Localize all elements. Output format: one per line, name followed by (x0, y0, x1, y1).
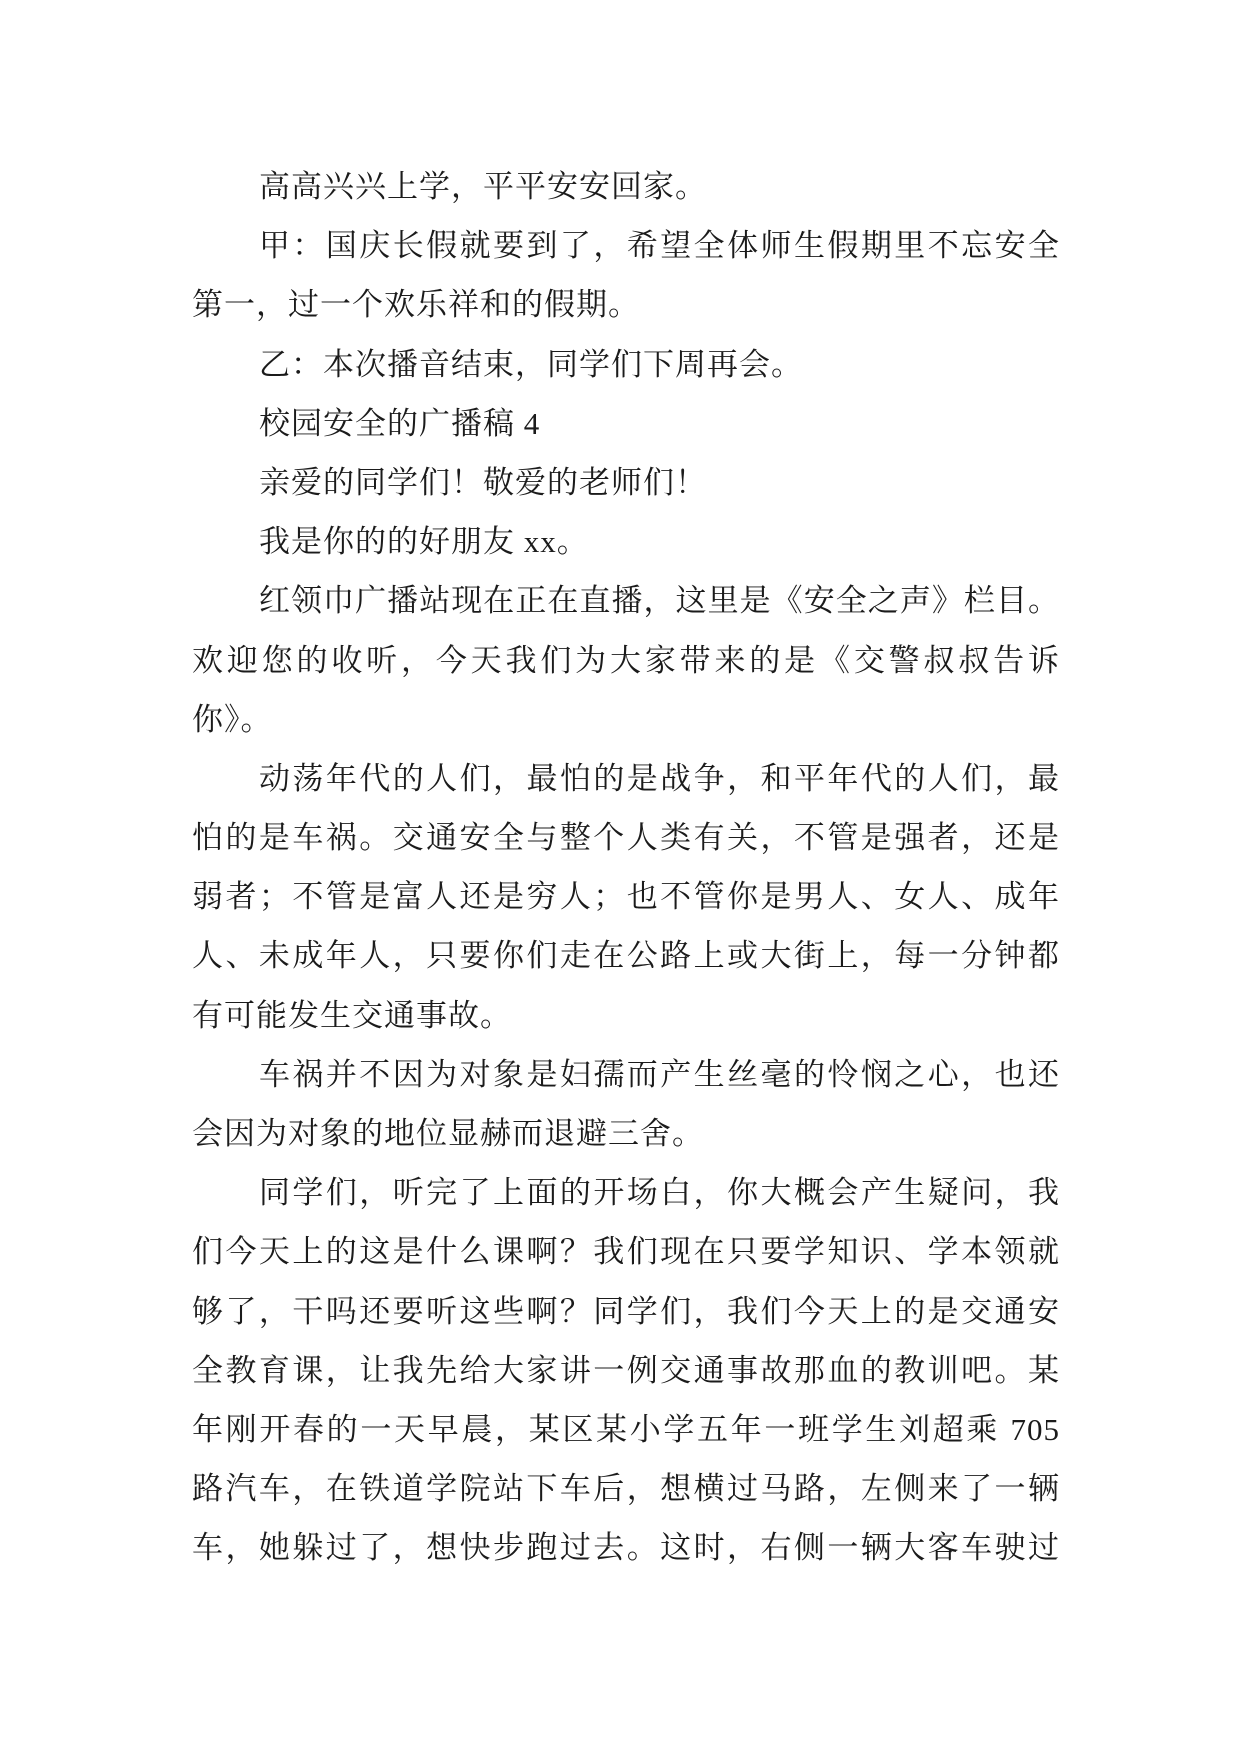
text-line: 够了，干吗还要听这些啊？同学们，我们今天上的是交通安 (192, 1293, 1060, 1329)
text-line: 们今天上的这是什么课啊？我们现在只要学知识、学本领就 (192, 1234, 1060, 1270)
paragraph (192, 1045, 1060, 1163)
text-line: 欢迎您的收听，今天我们为大家带来的是《交警叔叔告诉 (192, 642, 1060, 678)
text-line: 弱者；不管是富人还是穷人；也不管你是男人、女人、成年 (192, 879, 1060, 915)
text-line: 我是你的的好朋友 xx。 (259, 524, 589, 560)
section-heading (192, 394, 1060, 453)
text-line: 乙：本次播音结束，同学们下周再会。 (259, 346, 803, 382)
text-line: 动荡年代的人们，最怕的是战争，和平年代的人们，最 (259, 760, 1060, 796)
paragraph (192, 1163, 1060, 1577)
text-line: 甲：国庆长假就要到了，希望全体师生假期里不忘安全 (259, 228, 1060, 264)
text-line: 有可能发生交通事故。 (192, 997, 512, 1033)
text-line: 路汽车，在铁道学院站下车后，想横过马路，左侧来了一辆 (192, 1471, 1060, 1507)
text-line: 人、未成年人，只要你们走在公路上或大街上，每一分钟都 (192, 938, 1060, 974)
text-line: 年刚开春的一天早晨，某区某小学五年一班学生刘超乘 705 (192, 1411, 1060, 1447)
text-line: 车，她躲过了，想快步跑过去。这时，右侧一辆大客车驶过 (192, 1530, 1060, 1566)
text-line: 你》。 (192, 701, 273, 737)
text-line: 亲爱的同学们！敬爱的老师们！ (259, 464, 707, 500)
text-line: 校园安全的广播稿 4 (259, 405, 541, 441)
text-line: 高高兴兴上学，平平安安回家。 (259, 169, 707, 204)
body-text (192, 157, 1060, 1578)
text-line: 同学们，听完了上面的开场白，你大概会产生疑问，我 (259, 1175, 1060, 1211)
text-line: 车祸并不因为对象是妇孺而产生丝毫的怜悯之心，也还 (259, 1056, 1060, 1092)
paragraph (192, 335, 1060, 394)
paragraph (192, 512, 1060, 571)
greeting (192, 453, 1060, 512)
paragraph (192, 157, 1060, 216)
paragraph (192, 571, 1060, 749)
paragraph (192, 749, 1060, 1045)
text-line: 会因为对象的地位显赫而退避三舍。 (192, 1116, 704, 1151)
text-line: 全教育课，让我先给大家讲一例交通事故那血的教训吧。某 (192, 1352, 1060, 1388)
text-line: 怕的是车祸。交通安全与整个人类有关，不管是强者，还是 (192, 820, 1060, 856)
paragraph (192, 216, 1060, 334)
text-line: 第一，过一个欢乐祥和的假期。 (192, 287, 640, 323)
text-line: 红领巾广播站现在正在直播，这里是《安全之声》栏目。 (259, 583, 1060, 619)
